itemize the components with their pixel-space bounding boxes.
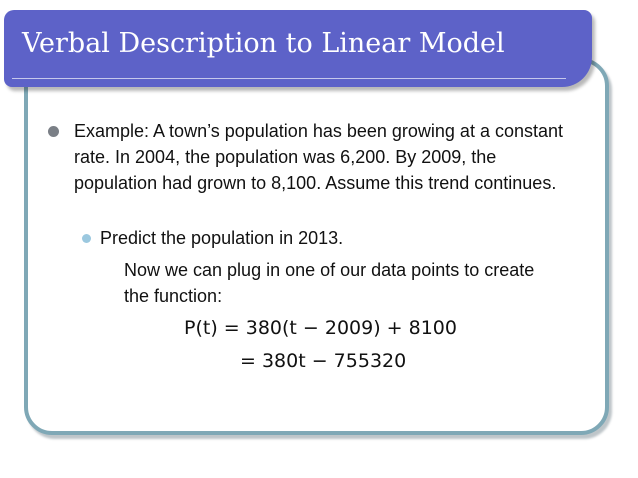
bullet-text-predict: Predict the population in 2013. bbox=[100, 228, 344, 248]
slide-title: Verbal Description to Linear Model bbox=[22, 28, 505, 59]
bullet-dot-level-1 bbox=[48, 126, 59, 137]
bullet-dot-level-2 bbox=[82, 234, 91, 243]
equation-line-2: = 380t − 755320 bbox=[240, 350, 407, 372]
bullet-text-example: Example: A town’s population has been growing at a constant rate. In 2004, the population was 6,200. By 2009, the population had grown to 8,100. Assume this trend continues. bbox=[74, 121, 563, 193]
title-bar bbox=[4, 10, 592, 87]
equation-line-1: P(t) = 380(t − 2009) + 8100 bbox=[184, 317, 457, 339]
plug-in-text: Now we can plug in one of our data points to create the function: bbox=[124, 260, 535, 306]
